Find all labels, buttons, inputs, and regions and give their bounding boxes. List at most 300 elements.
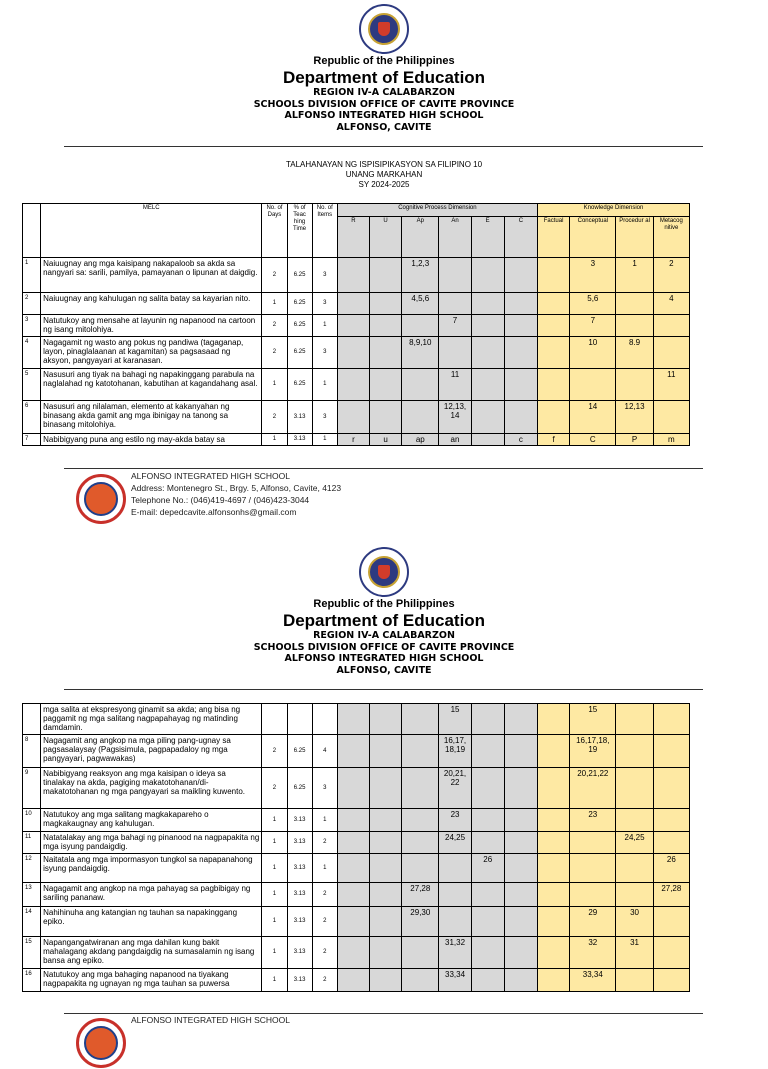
pct-cell: 3.13	[287, 854, 312, 883]
row-number: 4	[23, 337, 41, 369]
c-cell	[504, 768, 537, 809]
u-cell	[370, 337, 402, 369]
days-cell: 2	[262, 337, 287, 369]
u-cell	[370, 832, 402, 854]
procedural-cell: 30	[616, 907, 653, 937]
cognitive-header: Cognitive Process Dimension	[337, 204, 537, 217]
division-line: SCHOOLS DIVISION OFFICE OF CAVITE PROVINCE	[253, 642, 515, 653]
e-cell	[471, 337, 504, 369]
row-number	[23, 704, 41, 735]
divider	[64, 689, 703, 690]
procedural-cell	[616, 854, 653, 883]
melc-text: Nasusuri ang nilalaman, elemento at kakanyahan ng binasang akda gamit ang mga ibinigay na tanong sa binasang mitolohiya.	[41, 401, 262, 434]
procedural-cell	[616, 735, 653, 768]
days-cell	[262, 704, 287, 735]
col-c: C	[504, 217, 537, 258]
e-cell	[471, 704, 504, 735]
melc-text: Natutukoy ang mensahe at layunin ng napanood na cartoon ng isang mitolohiya.	[41, 315, 262, 337]
r-cell	[337, 907, 369, 937]
days-cell: 2	[262, 735, 287, 768]
row-number: 16	[23, 969, 41, 992]
ap-cell: ap	[402, 434, 439, 446]
r-cell	[337, 401, 369, 434]
ap-cell	[402, 369, 439, 401]
metacognitive-cell	[653, 704, 689, 735]
e-cell	[471, 907, 504, 937]
factual-cell	[537, 832, 569, 854]
days-cell: 1	[262, 969, 287, 992]
footer-email: E-mail: depedcavite.alfonsonhs@gmail.com	[131, 507, 297, 517]
school-line: ALFONSO INTEGRATED HIGH SCHOOL	[284, 653, 484, 664]
melc-text: Naitatala ang mga impormasyon tungkol sa napapanahong isyung pandaigdig.	[41, 854, 262, 883]
melc-text: Nagagamit ang angkop na mga pahayag sa pagbibigay ng sariling pananaw.	[41, 883, 262, 907]
conceptual-cell: 5,6	[570, 293, 616, 315]
r-cell	[337, 937, 369, 969]
e-cell	[471, 832, 504, 854]
factual-cell	[537, 809, 569, 832]
divider	[64, 146, 703, 147]
footer	[76, 470, 716, 525]
pct-cell: 3.13	[287, 809, 312, 832]
metacognitive-cell	[653, 315, 689, 337]
row-number: 1	[23, 258, 41, 293]
col-metacognitive: Metacog nitive	[653, 217, 689, 258]
u-cell	[370, 315, 402, 337]
items-cell: 4	[312, 735, 337, 768]
ap-cell	[402, 809, 439, 832]
days-cell: 1	[262, 883, 287, 907]
an-cell	[439, 258, 471, 293]
u-cell	[370, 704, 402, 735]
c-cell	[504, 704, 537, 735]
items-cell: 1	[312, 854, 337, 883]
e-cell	[471, 369, 504, 401]
conceptual-cell	[570, 832, 616, 854]
table-row	[23, 809, 690, 832]
metacognitive-cell	[653, 735, 689, 768]
procedural-cell: 12,13	[616, 401, 653, 434]
school-logo-icon	[76, 474, 126, 524]
procedural-cell: 8.9	[616, 337, 653, 369]
melc-text: Natutukoy ang mga salitang magkakapareho o magkakaugnay ang kahulugan.	[41, 809, 262, 832]
conceptual-cell: 10	[570, 337, 616, 369]
e-cell	[471, 969, 504, 992]
metacognitive-cell: 4	[653, 293, 689, 315]
metacognitive-cell	[653, 401, 689, 434]
metacognitive-cell	[653, 768, 689, 809]
u-cell	[370, 293, 402, 315]
items-cell: 2	[312, 883, 337, 907]
procedural-cell: 1	[616, 258, 653, 293]
r-cell	[337, 315, 369, 337]
pct-cell	[287, 704, 312, 735]
metacognitive-cell: 11	[653, 369, 689, 401]
factual-cell	[537, 854, 569, 883]
an-cell	[439, 854, 471, 883]
row-number: 5	[23, 369, 41, 401]
ap-cell: 29,30	[402, 907, 439, 937]
pct-cell: 3.13	[287, 401, 312, 434]
conceptual-cell: C	[570, 434, 616, 446]
u-cell	[370, 735, 402, 768]
procedural-cell	[616, 293, 653, 315]
conceptual-cell	[570, 883, 616, 907]
days-cell: 1	[262, 937, 287, 969]
days-cell: 2	[262, 315, 287, 337]
ap-cell	[402, 937, 439, 969]
days-cell: 1	[262, 809, 287, 832]
row-number: 8	[23, 735, 41, 768]
procedural-cell	[616, 883, 653, 907]
pct-cell: 3.13	[287, 832, 312, 854]
metacognitive-cell: m	[653, 434, 689, 446]
row-number: 3	[23, 315, 41, 337]
factual-cell	[538, 293, 570, 315]
factual-cell	[537, 907, 569, 937]
doc-title: TALAHANAYAN NG ISPISIPIKASYON SA FILIPINO 10	[285, 160, 483, 169]
c-cell	[504, 883, 537, 907]
an-cell: an	[439, 434, 471, 446]
tos-table-2	[22, 703, 690, 992]
conceptual-cell: 33,34	[570, 969, 616, 992]
table-row	[23, 258, 690, 293]
r-cell	[337, 832, 369, 854]
e-cell	[471, 809, 504, 832]
pct-cell: 3.13	[287, 937, 312, 969]
conceptual-cell: 29	[570, 907, 616, 937]
items-cell: 3	[312, 401, 337, 434]
c-cell	[504, 854, 537, 883]
row-number: 14	[23, 907, 41, 937]
u-cell	[370, 907, 402, 937]
town-line: ALFONSO, CAVITE	[336, 122, 432, 133]
doc-sy: SY 2024-2025	[358, 180, 410, 189]
pct-cell: 3.13	[287, 883, 312, 907]
items-cell	[312, 704, 337, 735]
items-cell: 1	[312, 434, 337, 446]
footer-phone: Telephone No.: (046)419-4697 / (046)423-3044	[131, 495, 310, 505]
col-an: An	[439, 217, 471, 258]
procedural-cell	[616, 369, 653, 401]
e-cell	[471, 401, 504, 434]
deped-seal-icon	[359, 547, 409, 597]
pct-cell: 3.13	[287, 907, 312, 937]
items-cell: 1	[312, 369, 337, 401]
e-cell	[471, 883, 504, 907]
factual-cell	[538, 315, 570, 337]
melc-text: mga salita at ekspresyong ginamit sa akda; ang bisa ng paggamit ng mga salitang nagpapahayag ng matinding damdamin.	[41, 704, 262, 735]
melc-text: Nagagamit ang angkop na mga piling pang-ugnay sa pagsasalaysay (Pagsisimula, pagpapadaloy ng mga pangyayari, pagwawakas)	[41, 735, 262, 768]
table-row	[23, 832, 690, 854]
days-cell: 1	[262, 369, 287, 401]
metacognitive-cell	[653, 337, 689, 369]
table-row	[23, 401, 690, 434]
footer-school: ALFONSO INTEGRATED HIGH SCHOOL	[131, 471, 291, 481]
c-cell	[504, 293, 537, 315]
col-u: U	[370, 217, 402, 258]
factual-cell	[537, 768, 569, 809]
days-header: No. of Days	[262, 204, 287, 258]
town-line: ALFONSO, CAVITE	[336, 665, 432, 676]
pct-cell: 6.25	[287, 369, 312, 401]
table-row	[23, 337, 690, 369]
e-cell: 26	[471, 854, 504, 883]
conceptual-cell	[570, 369, 616, 401]
pct-header: % of Teac hing Time	[287, 204, 312, 258]
col-conceptual: Conceptual	[570, 217, 616, 258]
pct-cell: 6.25	[287, 293, 312, 315]
table-row	[23, 735, 690, 768]
footer-address: Address: Montenegro St., Brgy. 5, Alfonso, Cavite, 4123	[131, 483, 342, 493]
factual-cell	[538, 258, 570, 293]
e-cell	[471, 293, 504, 315]
metacognitive-cell: 26	[653, 854, 689, 883]
an-cell: 12,13, 14	[439, 401, 471, 434]
melc-text: Napangangatwiranan ang mga dahilan kung bakit mahalagang akdang pangdaigdig na sumasalamin ng isang bansa ang epiko.	[41, 937, 262, 969]
table-row	[23, 293, 690, 315]
melc-text: Naiuugnay ang mga kaisipang nakapaloob sa akda sa nangyari sa: sarili, pamilya, pamayanan o lipunan at daigdig.	[41, 258, 262, 293]
factual-cell	[538, 337, 570, 369]
r-cell	[337, 768, 369, 809]
melc-text: Natutukoy ang mga bahaging napanood na tiyakang nagpapakita ng ugnayan ng mga tauhan sa puwersa	[41, 969, 262, 992]
e-cell	[471, 768, 504, 809]
footer-info	[131, 1014, 290, 1026]
procedural-cell: P	[616, 434, 653, 446]
procedural-cell: 24,25	[616, 832, 653, 854]
an-cell: 16,17, 18,19	[439, 735, 471, 768]
days-cell: 1	[262, 854, 287, 883]
items-cell: 3	[312, 293, 337, 315]
r-cell	[337, 337, 369, 369]
ap-cell	[402, 704, 439, 735]
table-row	[23, 883, 690, 907]
conceptual-cell: 7	[570, 315, 616, 337]
u-cell	[370, 883, 402, 907]
ap-cell: 4,5,6	[402, 293, 439, 315]
conceptual-cell: 20,21,22	[570, 768, 616, 809]
melc-text: Nahihinuha ang katangian ng tauhan sa napakinggang epiko.	[41, 907, 262, 937]
table-row	[23, 434, 690, 446]
table-row	[23, 937, 690, 969]
tos-table-1	[22, 203, 690, 446]
col-factual: Factual	[538, 217, 570, 258]
row-number: 11	[23, 832, 41, 854]
conceptual-cell	[570, 854, 616, 883]
conceptual-cell: 15	[570, 704, 616, 735]
factual-cell	[538, 401, 570, 434]
r-cell	[337, 883, 369, 907]
c-cell	[504, 969, 537, 992]
row-number: 15	[23, 937, 41, 969]
u-cell	[370, 809, 402, 832]
e-cell	[471, 735, 504, 768]
col-e: E	[471, 217, 504, 258]
days-cell: 2	[262, 768, 287, 809]
melc-text: Nabibigyang reaksyon ang mga kaisipan o ideya sa tinalakay na akda, pagiging makatotohanan/di-makatotohanan ng mga pangyayari sa maikling kuwento.	[41, 768, 262, 809]
u-cell	[370, 854, 402, 883]
r-cell	[337, 293, 369, 315]
republic-line: Republic of the Philippines	[313, 55, 455, 67]
pct-cell: 3.13	[287, 969, 312, 992]
row-number: 6	[23, 401, 41, 434]
row-number: 13	[23, 883, 41, 907]
col-r: R	[337, 217, 369, 258]
melc-text: Natatalakay ang mga bahagi ng pinanood na nagpapakita ng mga isyung pandaigdig.	[41, 832, 262, 854]
c-cell	[504, 735, 537, 768]
ap-cell: 8,9,10	[402, 337, 439, 369]
table-row	[23, 907, 690, 937]
an-cell	[439, 883, 471, 907]
items-cell: 3	[312, 768, 337, 809]
items-cell: 1	[312, 809, 337, 832]
days-cell: 2	[262, 401, 287, 434]
row-number: 12	[23, 854, 41, 883]
table-row	[23, 768, 690, 809]
procedural-cell	[616, 768, 653, 809]
metacognitive-cell	[653, 809, 689, 832]
days-cell: 1	[262, 832, 287, 854]
c-cell	[504, 832, 537, 854]
division-line: SCHOOLS DIVISION OFFICE OF CAVITE PROVINCE	[253, 99, 515, 110]
factual-cell	[538, 369, 570, 401]
r-cell: r	[337, 434, 369, 446]
pct-cell: 6.25	[287, 337, 312, 369]
c-cell	[504, 337, 537, 369]
ap-cell	[402, 854, 439, 883]
days-cell: 1	[262, 293, 287, 315]
knowledge-header: Knowledge Dimension	[538, 204, 690, 217]
divider	[64, 468, 703, 469]
procedural-cell: 31	[616, 937, 653, 969]
days-cell: 1	[262, 907, 287, 937]
u-cell	[370, 258, 402, 293]
an-cell: 15	[439, 704, 471, 735]
ap-cell	[402, 768, 439, 809]
row-number: 9	[23, 768, 41, 809]
r-cell	[337, 258, 369, 293]
conceptual-cell: 3	[570, 258, 616, 293]
u-cell	[370, 768, 402, 809]
r-cell	[337, 969, 369, 992]
items-cell: 2	[312, 907, 337, 937]
pct-cell: 6.25	[287, 315, 312, 337]
row-number: 7	[23, 434, 41, 446]
an-cell: 23	[439, 809, 471, 832]
pct-cell: 6.25	[287, 258, 312, 293]
table-row	[23, 369, 690, 401]
u-cell: u	[370, 434, 402, 446]
u-cell	[370, 401, 402, 434]
c-cell	[504, 258, 537, 293]
c-cell	[504, 369, 537, 401]
an-cell	[439, 337, 471, 369]
c-cell	[504, 907, 537, 937]
an-cell	[439, 907, 471, 937]
e-cell	[471, 315, 504, 337]
factual-cell	[537, 937, 569, 969]
u-cell	[370, 937, 402, 969]
row-number: 2	[23, 293, 41, 315]
an-cell: 33,34	[439, 969, 471, 992]
melc-text: Nagagamit ng wasto ang pokus ng pandiwa (tagaganap, layon, pinaglalaanan at kagamitan) sa pagsasaad ng aksyon, pangyayari at karanasan.	[41, 337, 262, 369]
row-number: 10	[23, 809, 41, 832]
c-cell	[504, 401, 537, 434]
items-cell: 2	[312, 937, 337, 969]
melc-text: Naiuugnay ang kahulugan ng salita batay sa kayarian nito.	[41, 293, 262, 315]
metacognitive-cell: 2	[653, 258, 689, 293]
items-cell: 2	[312, 832, 337, 854]
an-cell: 11	[439, 369, 471, 401]
ap-cell	[402, 735, 439, 768]
e-cell	[471, 937, 504, 969]
c-cell: c	[504, 434, 537, 446]
deped-seal-icon	[359, 4, 409, 54]
procedural-cell	[616, 704, 653, 735]
items-header: No. of Items	[312, 204, 337, 258]
metacognitive-cell: 27,28	[653, 883, 689, 907]
ap-cell	[402, 401, 439, 434]
metacognitive-cell	[653, 907, 689, 937]
table-row	[23, 969, 690, 992]
table-row	[23, 315, 690, 337]
c-cell	[504, 937, 537, 969]
r-cell	[337, 809, 369, 832]
an-cell	[439, 293, 471, 315]
procedural-cell	[616, 315, 653, 337]
an-cell: 31,32	[439, 937, 471, 969]
c-cell	[504, 809, 537, 832]
table-row	[23, 704, 690, 735]
republic-line: Republic of the Philippines	[313, 598, 455, 610]
region-line: REGION IV-A CALABARZON	[313, 87, 455, 98]
department-title: Department of Education	[282, 68, 486, 87]
metacognitive-cell	[653, 832, 689, 854]
factual-cell	[537, 735, 569, 768]
r-cell	[337, 735, 369, 768]
conceptual-cell: 14	[570, 401, 616, 434]
items-cell: 3	[312, 337, 337, 369]
footer-info	[131, 470, 341, 518]
c-cell	[504, 315, 537, 337]
an-cell: 24,25	[439, 832, 471, 854]
ap-cell: 27,28	[402, 883, 439, 907]
ap-cell	[402, 969, 439, 992]
ap-cell	[402, 832, 439, 854]
days-cell: 2	[262, 258, 287, 293]
procedural-cell	[616, 809, 653, 832]
department-title: Department of Education	[282, 611, 486, 630]
ap-cell	[402, 315, 439, 337]
an-cell: 7	[439, 315, 471, 337]
melc-text: Nasusuri ang tiyak na bahagi ng napakinggang parabula na naglalahad ng katotohanan, kabutihan at kagandahang asal.	[41, 369, 262, 401]
pct-cell: 3.13	[287, 434, 312, 446]
u-cell	[370, 369, 402, 401]
factual-cell	[537, 883, 569, 907]
r-cell	[337, 704, 369, 735]
u-cell	[370, 969, 402, 992]
school-line: ALFONSO INTEGRATED HIGH SCHOOL	[284, 110, 484, 121]
ap-cell: 1,2,3	[402, 258, 439, 293]
school-logo-icon	[76, 1018, 126, 1068]
items-cell: 2	[312, 969, 337, 992]
col-procedural: Procedur al	[616, 217, 653, 258]
footer	[76, 1014, 716, 1069]
factual-cell: f	[538, 434, 570, 446]
metacognitive-cell	[653, 969, 689, 992]
r-cell	[337, 369, 369, 401]
items-cell: 1	[312, 315, 337, 337]
conceptual-cell: 16,17,18, 19	[570, 735, 616, 768]
